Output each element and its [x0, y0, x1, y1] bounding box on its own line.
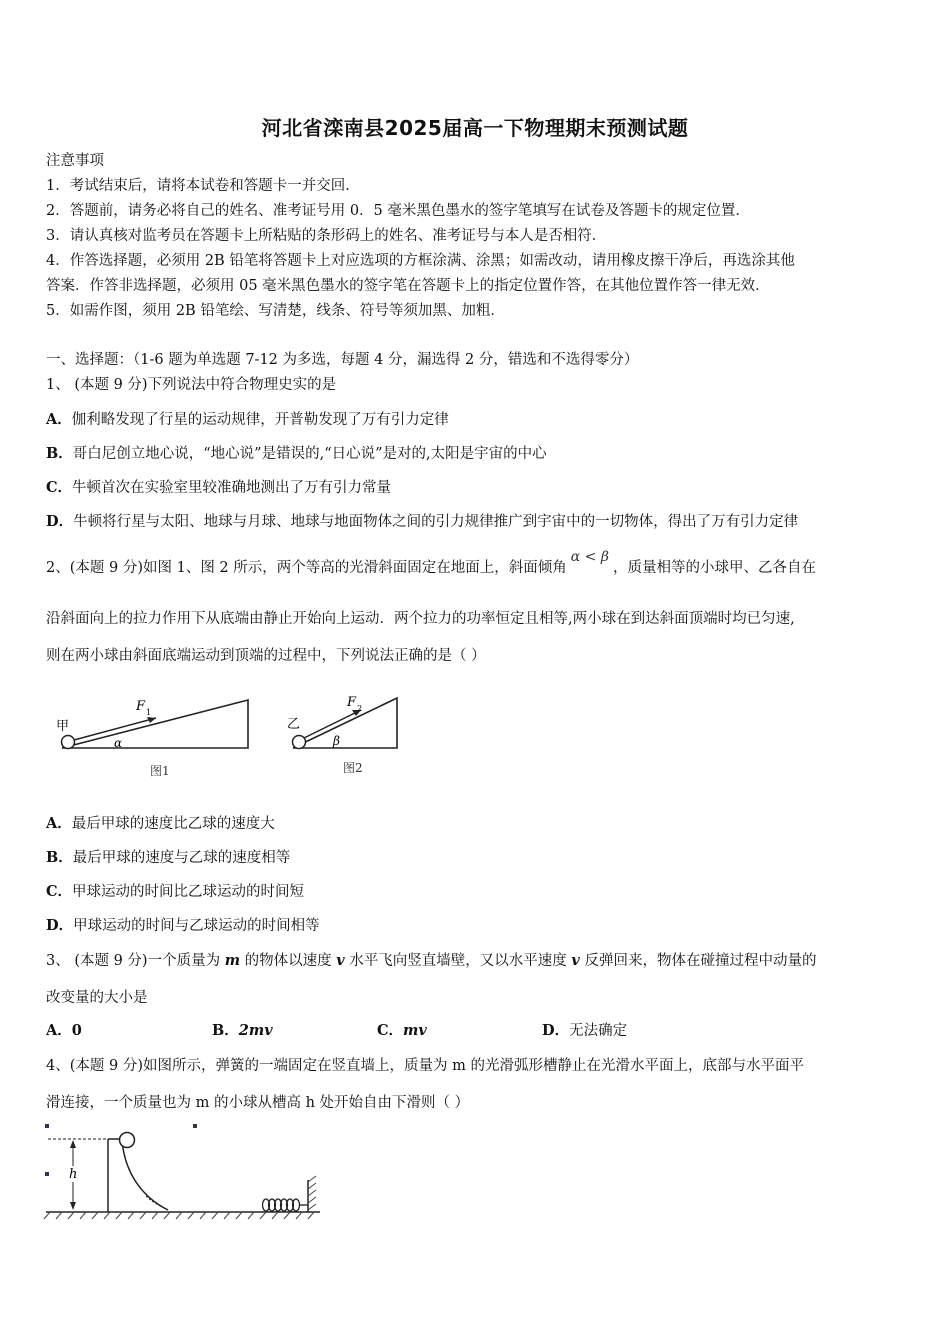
- option-text: 甲球运动的时间比乙球运动的时间短: [72, 884, 305, 900]
- ball-shape: [293, 736, 306, 749]
- slide-spring-figure: [40, 1120, 325, 1225]
- corner-mark: [45, 1124, 49, 1128]
- option-label: C．: [377, 1022, 404, 1039]
- option-text: 牛顿将行星与太阳、地球与月球、地球与地面物体之间的引力规律推广到宇宙中的一切物体，得出了万有引力定律: [73, 514, 799, 530]
- section-heading: 一、选择题：（1-6 题为单选题 7-12 为多选，每题 4 分，漏选得 2 分，错选和不选得零分）: [46, 352, 639, 368]
- arrowhead: [70, 1202, 76, 1210]
- option-label: B．: [212, 1022, 239, 1039]
- ground-hatch: [44, 1212, 314, 1219]
- option-label: B．: [46, 849, 73, 866]
- question-1-stem: 1、 (本题 9 分)下列说法中符合物理史实的是: [46, 377, 337, 393]
- option-text: 甲球运动的时间与乙球运动的时间相等: [73, 918, 320, 934]
- corner-mark: [193, 1124, 197, 1128]
- corner-mark: [45, 1172, 49, 1176]
- notice-item: 4．作答选择题，必须用 2B 铅笔将答题卡上对应选项的方框涂满、涂黑；如需改动，请用橡皮擦干净后，再选涂其他: [46, 253, 795, 269]
- question-1-option-c: [46, 478, 391, 498]
- incline-figure-2: [283, 690, 408, 785]
- stem-text: 水平飞向竖直墙壁，又以水平速度: [344, 953, 572, 969]
- option-text: 伽利略发现了行星的运动规律，开普勒发现了万有引力定律: [71, 412, 449, 428]
- incline-figure-1: [52, 690, 257, 785]
- option-text: mv: [403, 1022, 427, 1039]
- force-subscript: 2: [357, 704, 363, 713]
- wall-hatch: [308, 1176, 316, 1210]
- option-label: A．: [46, 1022, 72, 1039]
- question-1-option-d: [46, 512, 798, 532]
- spring-shape: [263, 1199, 309, 1211]
- question-3-option-a: [46, 1021, 82, 1041]
- option-text: 牛顿首次在实验室里较准确地测出了万有引力常量: [72, 480, 392, 496]
- option-text: 最后甲球的速度与乙球的速度相等: [72, 850, 291, 866]
- page-title: 河北省滦南县2025届高一下物理期末预测试题: [261, 116, 689, 140]
- height-label: h: [69, 1167, 78, 1182]
- option-text: 2mv: [238, 1022, 273, 1039]
- notice-item: 3．请认真核对监考员在答题卡上所粘贴的条形码上的姓名、准考证号与本人是否相符．: [46, 228, 607, 244]
- ball-label: 乙: [287, 717, 301, 732]
- ball-shape: [120, 1133, 135, 1148]
- option-text: 0: [71, 1022, 82, 1039]
- option-text: 无法确定: [569, 1023, 628, 1039]
- slot-curve: [122, 1139, 168, 1210]
- angle-condition: α < β: [570, 549, 609, 565]
- question-3-stem: [46, 951, 816, 971]
- ball-label: 甲: [56, 719, 70, 734]
- question-3-option-d: [542, 1021, 627, 1041]
- notice-item: 5．如需作图，须用 2B 铅笔绘、写清楚，线条、符号等须加黑、加粗．: [46, 303, 505, 319]
- option-label: D．: [542, 1022, 570, 1039]
- velocity-symbol: v: [571, 952, 580, 969]
- force-label: F: [136, 699, 146, 714]
- angle-label: β: [333, 734, 340, 748]
- stem-text: 2、(本题 9 分)如图 1、图 2 所示，两个等高的光滑斜面固定在地面上，斜面倾角: [46, 560, 567, 576]
- figure-caption: 图1: [150, 764, 170, 778]
- notice-item: 1．考试结束后，请将本试卷和答题卡一并交回．: [46, 178, 360, 194]
- ball-shape: [62, 736, 75, 749]
- question-4-line: 滑连接，一个质量也为 m 的小球从槽高 h 处开始自由下滑则（ ）: [46, 1095, 470, 1111]
- stem-text: 的物体以速度: [240, 953, 337, 969]
- force-subscript: 1: [146, 708, 152, 717]
- question-1-option-a: [46, 410, 449, 430]
- notice-item: 2．答题前，请务必将自己的姓名、准考证号用 0．5 毫米黑色墨水的签字笔填写在试卷及答题卡的规定位置．: [46, 203, 750, 219]
- option-label: A．: [46, 411, 72, 428]
- option-label: D．: [46, 917, 74, 934]
- question-1-option-b: [46, 444, 547, 464]
- force-label: F: [347, 695, 357, 710]
- question-2-stem: [46, 549, 816, 578]
- angle-label: α: [114, 736, 123, 750]
- question-2-option-d: [46, 916, 320, 936]
- option-label: A．: [46, 815, 72, 832]
- notice-item: 答案．作答非选择题，必须用 05 毫米黑色墨水的签字笔在答题卡上的指定位置作答，在其他位置作答一律无效．: [46, 278, 770, 294]
- figure-caption: 图2: [343, 761, 363, 775]
- stem-text: 3、 (本题 9 分)一个质量为: [46, 953, 225, 969]
- option-text: 最后甲球的速度比乙球的速度大: [71, 816, 275, 832]
- question-2-line: 则在两小球由斜面底端运动到顶端的过程中，下列说法正确的是（ ）: [46, 648, 486, 664]
- option-label: C．: [46, 479, 73, 496]
- question-2-option-b: [46, 848, 290, 868]
- velocity-symbol: v: [336, 952, 345, 969]
- incline-shape: [62, 700, 248, 748]
- stem-text: 反弹回来，物体在碰撞过程中动量的: [579, 953, 817, 969]
- notice-heading: 注意事项: [46, 153, 104, 169]
- option-label: B．: [46, 445, 73, 462]
- question-3-option-c: [377, 1021, 427, 1041]
- question-2-option-a: [46, 814, 275, 834]
- option-text: 哥白尼创立地心说，“地心说”是错误的,“日心说”是对的,太阳是宇宙的中心: [72, 446, 547, 462]
- question-2-option-c: [46, 882, 304, 902]
- question-2-line: 沿斜面向上的拉力作用下从底端由静止开始向上运动．两个拉力的功率恒定且相等,两小球在到达斜面顶端时均已匀速,: [46, 611, 795, 627]
- question-4-stem: 4、(本题 9 分)如图所示，弹簧的一端固定在竖直墙上，质量为 m 的光滑弧形槽静止在光滑水平面上，底部与水平面平: [46, 1058, 804, 1074]
- question-3-line: 改变量的大小是: [46, 990, 148, 1006]
- stem-text: ，质量相等的小球甲、乙各自在: [612, 560, 816, 576]
- option-label: D．: [46, 513, 74, 530]
- arrowhead: [70, 1140, 76, 1148]
- mass-symbol: m: [224, 952, 241, 969]
- option-label: C．: [46, 883, 73, 900]
- question-3-option-b: [212, 1021, 273, 1041]
- incline-shape: [293, 698, 397, 748]
